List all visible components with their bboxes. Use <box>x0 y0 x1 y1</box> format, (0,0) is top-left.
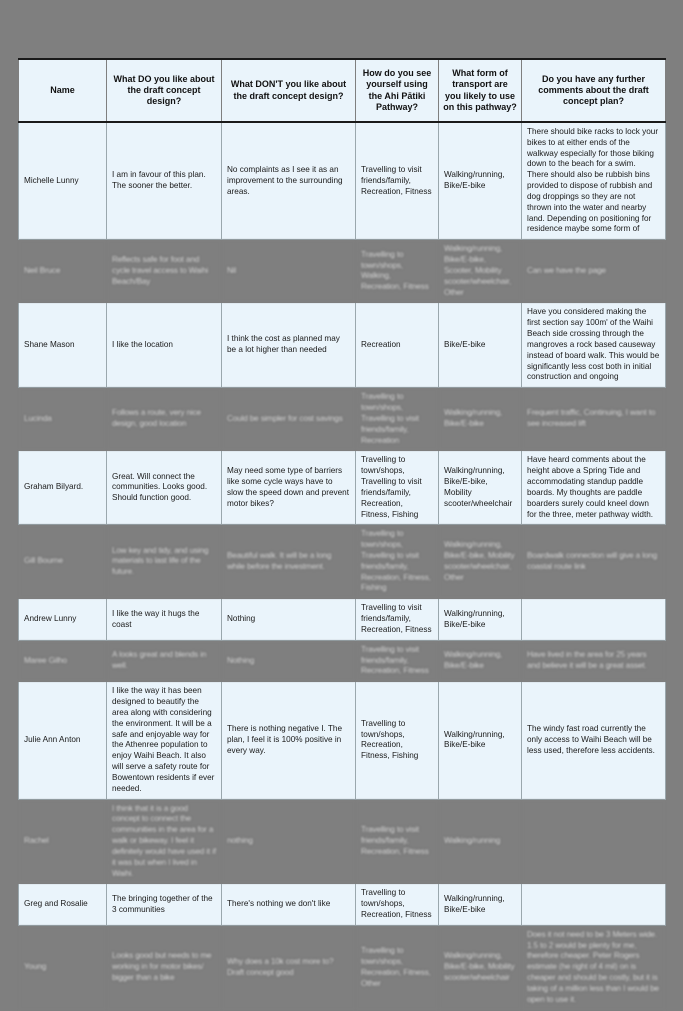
cell-name: Graham Bilyard. <box>19 451 107 525</box>
cell-comments: Does it not need to be 3 Meters wide. 1.5 to 2 would be plenty for me, therefore cheaper. Peter Rogers estimate (he right of 4 mil) on is cheaper and should be costly, but it is taking of a million less than I would be open to use it. <box>522 925 666 1010</box>
table-row <box>19 682 666 799</box>
cell-dislike: Beautiful walk. It will be a long while before the investment. <box>222 525 356 599</box>
cell-comments <box>522 599 666 640</box>
cell-dislike: nothing <box>222 799 356 884</box>
cell-usage: Travelling to town/shops, Travelling to visit friends/family, Recreation, Fitness, Fishing <box>356 451 439 525</box>
cell-name: Lucinda <box>19 388 107 451</box>
cell-like: The bringing together of the 3 communities <box>107 884 222 925</box>
cell-transport: Walking/running <box>439 799 522 884</box>
cell-comments: Can we have the page <box>522 240 666 303</box>
cell-usage: Travelling to visit friends/family, Recreation, Fitness <box>356 640 439 681</box>
column-header-comments: Do you have any further comments about the draft concept plan? <box>522 59 666 122</box>
cell-transport: Walking/running, Bike/E-bike <box>439 682 522 799</box>
cell-dislike: Why does a 10k cost more to? Draft concept good <box>222 925 356 1010</box>
cell-comments: Have lived in the area for 25 years and believe it will be a great asset. <box>522 640 666 681</box>
cell-transport: Walking/running, Bike/E-bike <box>439 388 522 451</box>
table-row <box>19 303 666 388</box>
cell-dislike: There is nothing negative I. The plan, I feel it is 100% positive in every way. <box>222 682 356 799</box>
cell-usage: Travelling to town/shops, Recreation, Fitness <box>356 884 439 925</box>
cell-comments: The windy fast road currently the only access to Waihi Beach will be less used, therefore less accidents. <box>522 682 666 799</box>
cell-name: Michelle Lunny <box>19 122 107 240</box>
cell-usage: Travelling to town/shops, Recreation, Fitness, Fishing <box>356 682 439 799</box>
cell-dislike: May need some type of barriers like some cycle ways have to slow the speed down and prevent motor bikes? <box>222 451 356 525</box>
feedback-table-container <box>18 58 665 1011</box>
table-row <box>19 122 666 240</box>
cell-like: I like the way it hugs the coast <box>107 599 222 640</box>
cell-transport: Walking/running, Bike/E-bike <box>439 599 522 640</box>
cell-like: I think that it is a good concept to connect the communities in the area for a walk or bikeway. I feel it definitely would have used it if it was but when I lived in Waihi. <box>107 799 222 884</box>
cell-name: Neil Bruce <box>19 240 107 303</box>
cell-like: Great. Will connect the communities. Looks good. Should function good. <box>107 451 222 525</box>
cell-dislike: Could be simpler for cost savings <box>222 388 356 451</box>
table-row <box>19 451 666 525</box>
column-header-like: What DO you like about the draft concept design? <box>107 59 222 122</box>
cell-name: Gill Bourne <box>19 525 107 599</box>
column-header-dislike: What DON'T you like about the draft concept design? <box>222 59 356 122</box>
cell-dislike: Nil <box>222 240 356 303</box>
cell-transport: Walking/running, Bike/E-bike <box>439 640 522 681</box>
cell-dislike: I think the cost as planned may be a lot higher than needed <box>222 303 356 388</box>
cell-comments <box>522 884 666 925</box>
cell-transport: Walking/running, Bike/E-bike, Mobility scooter/wheelchair <box>439 451 522 525</box>
cell-usage: Travelling to town/shops, Recreation, Fitness, Other <box>356 925 439 1010</box>
cell-comments: Frequent traffic, Continuing, I want to see increased lift <box>522 388 666 451</box>
cell-usage: Recreation <box>356 303 439 388</box>
cell-usage: Travelling to town/shops, Walking, Recreation, Fitness <box>356 240 439 303</box>
cell-like: A looks great and blends in well. <box>107 640 222 681</box>
header-row <box>19 59 666 122</box>
cell-usage: Travelling to town/shops, Travelling to visit friends/family, Recreation, Fitness, Fishing <box>356 525 439 599</box>
cell-like: I like the location <box>107 303 222 388</box>
cell-transport: Walking/running, Bike/E-bike <box>439 884 522 925</box>
cell-like: Low key and tidy, and using materials to last life of the future. <box>107 525 222 599</box>
cell-comments: Have you considered making the first section say 100m' of the Waihi Beach side crossing through the mangroves a rock based causeway instead of board walk. This would be significantly less cost both in initial construction and ongoing <box>522 303 666 388</box>
cell-usage: Travelling to town/shops, Travelling to visit friends/family, Recreation <box>356 388 439 451</box>
cell-like: I am in favour of this plan. The sooner the better. <box>107 122 222 240</box>
cell-comments <box>522 799 666 884</box>
cell-like: I like the way it has been designed to beautify the area along with considering the environment. It will be a safe and enjoyable way for the Athenree population to enjoy Waihi Beach. It also will serve a safety route for Bowentown residents if ever needed. <box>107 682 222 799</box>
cell-transport: Walking/running, Bike/E-bike, Scooter, Mobility scooter/wheelchair, Other <box>439 240 522 303</box>
cell-comments: Have heard comments about the height above a Spring Tide and accommodating standup paddle boards. My thoughts are paddle boarders surely could kneel down for the three, meter pathway width. <box>522 451 666 525</box>
cell-name: Shane Mason <box>19 303 107 388</box>
cell-name: Rachel <box>19 799 107 884</box>
column-header-transport: What form of transport are you likely to use on this pathway? <box>439 59 522 122</box>
column-header-usage: How do you see yourself using the Ahi Pātiki Pathway? <box>356 59 439 122</box>
table-row <box>19 640 666 681</box>
cell-name: Andrew Lunny <box>19 599 107 640</box>
cell-dislike: There's nothing we don't like <box>222 884 356 925</box>
cell-dislike: Nothing <box>222 599 356 640</box>
cell-dislike: No complaints as I see it as an improvement to the surrounding areas. <box>222 122 356 240</box>
table-header <box>19 59 666 122</box>
table-row <box>19 884 666 925</box>
table-row <box>19 599 666 640</box>
column-header-name: Name <box>19 59 107 122</box>
table-body <box>19 122 666 1010</box>
cell-dislike: Nothing <box>222 640 356 681</box>
cell-name: Maree Gilho <box>19 640 107 681</box>
table-row <box>19 925 666 1010</box>
feedback-table <box>18 58 666 1011</box>
cell-transport: Walking/running, Bike/E-bike, Mobility scooter/wheelchair <box>439 925 522 1010</box>
cell-transport: Walking/running, Bike/E-bike <box>439 122 522 240</box>
cell-name: Young <box>19 925 107 1010</box>
cell-transport: Bike/E-bike <box>439 303 522 388</box>
cell-name: Julie Ann Anton <box>19 682 107 799</box>
table-row <box>19 525 666 599</box>
cell-usage: Travelling to visit friends/family, Recreation, Fitness <box>356 599 439 640</box>
cell-like: Follows a route, very nice design, good location <box>107 388 222 451</box>
table-row <box>19 388 666 451</box>
cell-usage: Travelling to visit friends/family, Recreation, Fitness <box>356 799 439 884</box>
cell-name: Greg and Rosalie <box>19 884 107 925</box>
cell-comments: There should bike racks to lock your bikes to at either ends of the walkway especially for those biking down to the beach for a swim. There should also be rubbish bins provided to dispose of rubbish and dog droppings so they are not thrown into the water and nearby land. Depending on positioning for residence maybe some form of <box>522 122 666 240</box>
table-row <box>19 799 666 884</box>
table-row <box>19 240 666 303</box>
cell-usage: Travelling to visit friends/family, Recreation, Fitness <box>356 122 439 240</box>
cell-comments: Boardwalk connection will give a long coastal route link <box>522 525 666 599</box>
cell-transport: Walking/running, Bike/E-bike, Mobility scooter/wheelchair, Other <box>439 525 522 599</box>
cell-like: Looks good but needs to me working in for motor bikes/ bigger than a bike <box>107 925 222 1010</box>
cell-like: Reflects safe for foot and cycle travel access to Waihi Beach/Bay <box>107 240 222 303</box>
